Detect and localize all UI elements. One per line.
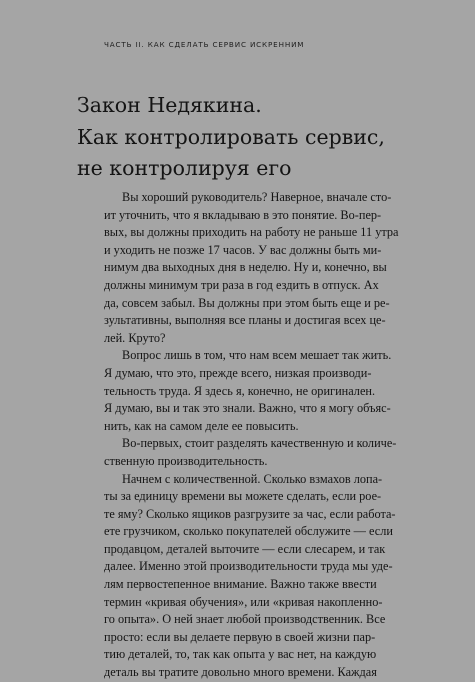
text-line: далее. Именно этой производительности труда мы уде-: [104, 559, 393, 574]
text-line: Начнем с количественной. Сколько взмахов лопа-: [122, 471, 383, 486]
text-line: ит уточнить, что я вкладываю в это понятие. Во-пер-: [104, 207, 382, 222]
text-line: Вы хороший руководитель? Наверное, вначале сто-: [122, 190, 392, 204]
chapter-title-line-1: Закон Недякина.: [77, 93, 262, 117]
text-line: вых, вы должны приходить на работу не раньше 11 утра: [104, 225, 399, 240]
text-line: те яму? Сколько ящиков разгрузите за час, если работа-: [104, 506, 396, 521]
text-line: лей. Круто?: [104, 330, 166, 345]
text-line: продавцом, деталей выточите — если слесарем, и так: [104, 541, 386, 556]
text-line: Во-первых, стоит разделять качественную и количе-: [122, 436, 397, 451]
text-line: ты за единицу времени вы можете сделать, если рое-: [104, 489, 382, 504]
text-line: Я думаю, что это, прежде всего, низкая производи-: [104, 365, 372, 380]
text-line: деталь вы тратите довольно много времени. Каждая: [104, 665, 377, 680]
chapter-title-line-2: Как контролировать сервис,: [77, 124, 385, 149]
text-line: Вопрос лишь в том, что нам всем мешает так жить.: [122, 348, 392, 363]
chapter-title-line-3: не контролируя его: [77, 156, 292, 180]
text-line: го опыта». О ней знает любой производственник. Все: [104, 612, 386, 627]
running-header: ЧАСТЬ II. КАК СДЕЛАТЬ СЕРВИС ИСКРЕННИМ: [104, 40, 305, 49]
text-line: термин «кривая обучения», или «кривая накопленно-: [104, 594, 383, 609]
text-line: ственную производительность.: [104, 453, 268, 468]
text-line: лям первостепенное внимание. Важно также ввести: [104, 577, 377, 592]
text-line: и уходить не позже 17 часов. У вас должны быть ми-: [104, 242, 382, 257]
text-line: тию деталей, то, так как опыта у вас нет, на каждую: [104, 647, 377, 662]
text-line: ете грузчиком, сколько покупателей обслужите — если: [104, 524, 393, 539]
text-line: нить, как на самом деле ее повысить.: [104, 418, 299, 433]
text-line: должны минимум три раза в год ездить в отпуск. Ах: [104, 277, 379, 292]
chapter-title: [77, 90, 385, 185]
text-line: Я думаю, вы и так это знали. Важно, что я могу объяс-: [104, 401, 391, 416]
text-line: нимум два выходных дня в неделю. Ну и, конечно, вы: [104, 260, 387, 275]
body-text: [104, 189, 404, 682]
text-line: зультативны, выполняя все планы и достигая всех це-: [104, 313, 386, 328]
text-line: да, совсем забыл. Вы должны при этом быть еще и ре-: [104, 295, 390, 310]
text-line: тельность труда. Я здесь я, конечно, не оригинален.: [104, 383, 376, 398]
text-line: просто: если вы делаете первую в своей жизни пар-: [104, 629, 376, 644]
